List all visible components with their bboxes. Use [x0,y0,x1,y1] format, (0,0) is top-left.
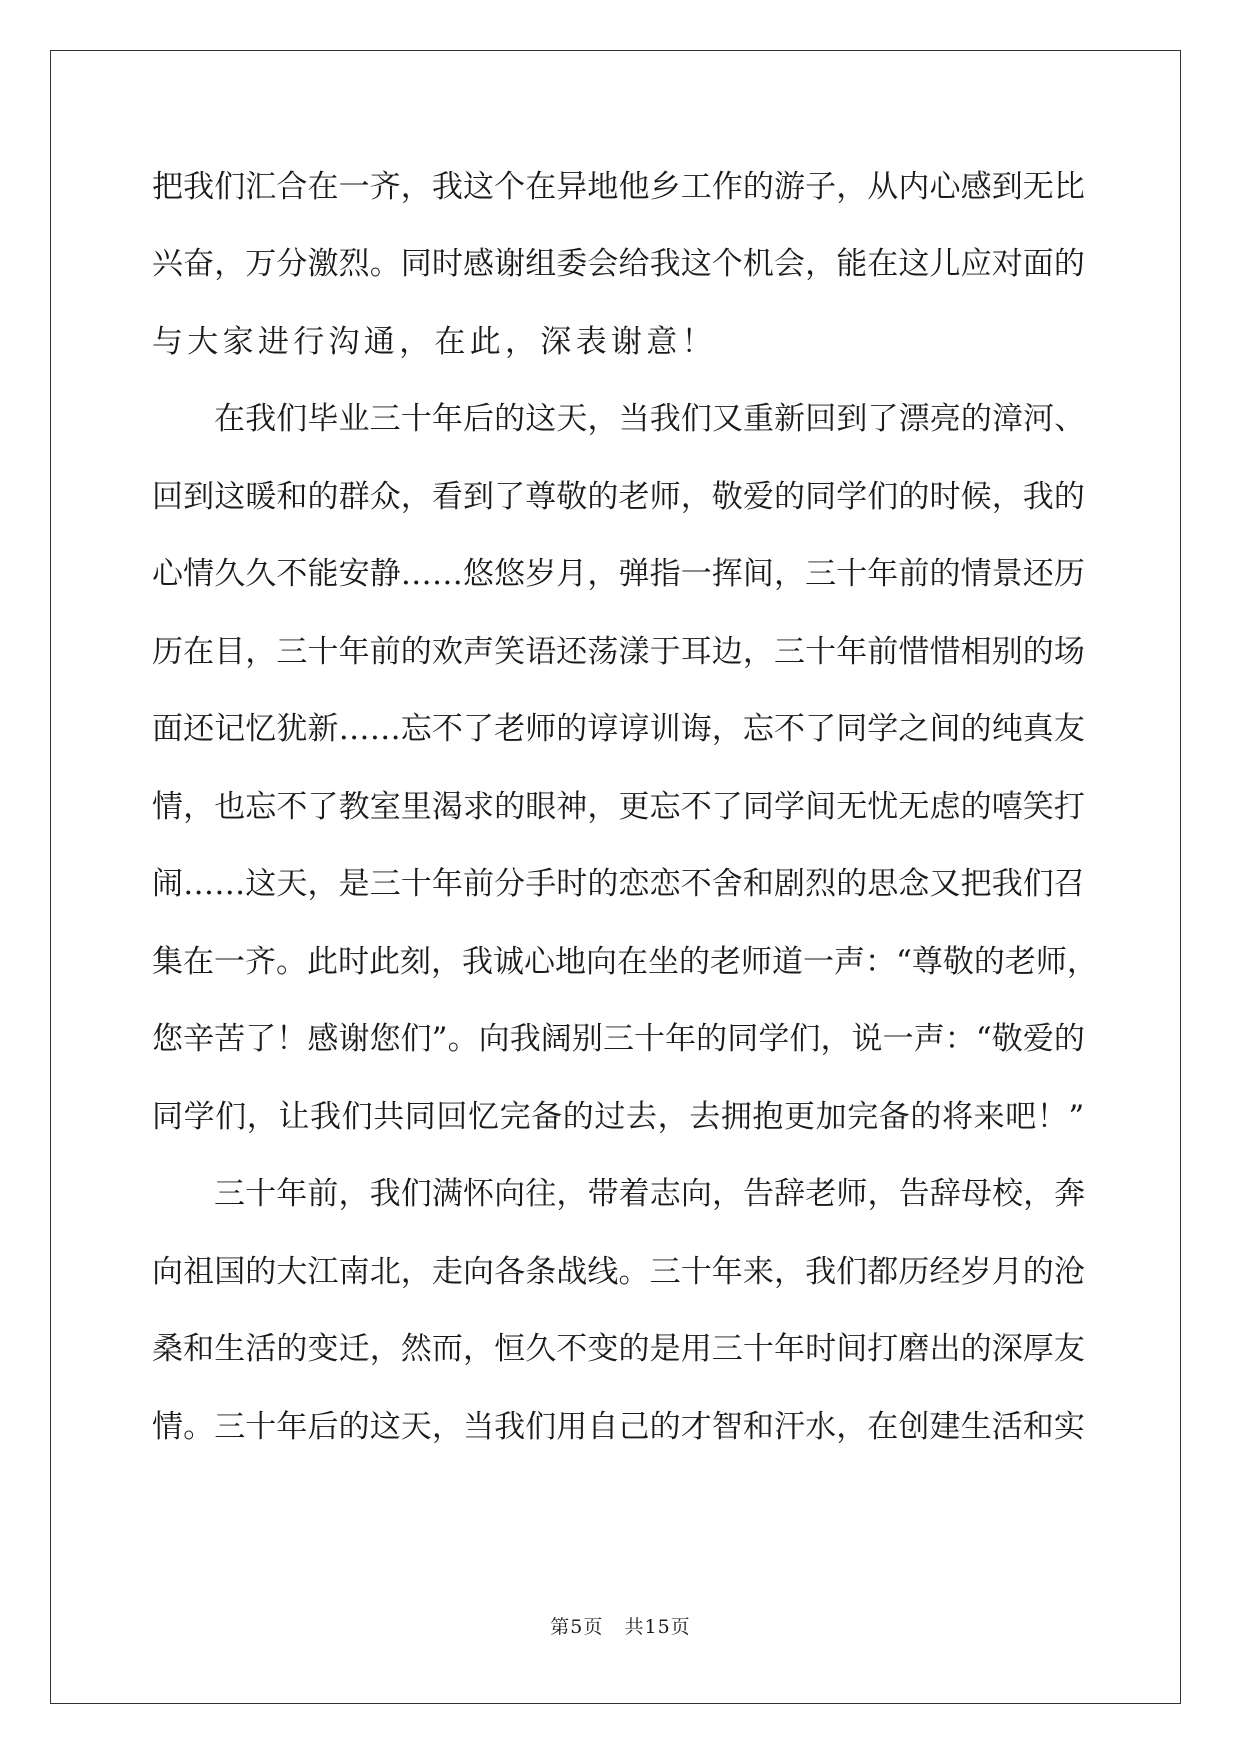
text-line: 同学们，让我们共同回忆完备的过去，去拥抱更加完备的将来吧！” [152,1099,1085,1135]
text-line: 把我们汇合在一齐，我这个在异地他乡工作的游子，从内心感到无比 [152,169,1085,205]
text-line: 桑和生活的变迁，然而，恒久不变的是用三十年时间打磨出的深厚友 [152,1331,1085,1367]
text-line: 情，也忘不了教室里渴求的眼神，更忘不了同学间无忧无虑的嘻笑打 [152,789,1085,825]
page-number-footer: 第5页 共15页 [550,1616,691,1638]
text-line: 集在一齐。此时此刻，我诚心地向在坐的老师道一声：“尊敬的老师， [152,944,1098,980]
text-line: 回到这暖和的群众，看到了尊敬的老师，敬爱的同学们的时候，我的 [152,479,1085,515]
text-line: 历在目，三十年前的欢声笑语还荡漾于耳边，三十年前惜惜相别的场 [152,634,1085,670]
text-line: 情。三十年后的这天，当我们用自己的才智和汗水，在创建生活和实 [152,1409,1085,1445]
text-line: 心情久久不能安静……悠悠岁月，弹指一挥间，三十年前的情景还历 [152,556,1085,592]
paragraph-first-line: 在我们毕业三十年后的这天，当我们又重新回到了漂亮的漳河、 [214,401,1086,437]
text-line: 与大家进行沟通，在此，深表谢意！ [152,324,717,360]
text-line: 兴奋，万分激烈。同时感谢组委会给我这个机会，能在这儿应对面的 [152,246,1085,282]
text-line: 向祖国的大江南北，走向各条战线。三十年来，我们都历经岁月的沧 [152,1254,1085,1290]
paragraph-first-line: 三十年前，我们满怀向往，带着志向，告辞老师，告辞母校，奔 [214,1176,1086,1212]
text-line: 面还记忆犹新……忘不了老师的谆谆训诲，忘不了同学之间的纯真友 [152,711,1085,747]
text-line: 您辛苦了！感谢您们”。向我阔别三十年的同学们，说一声：“敬爱的 [152,1021,1085,1057]
text-line: 闹……这天，是三十年前分手时的恋恋不舍和剧烈的思念又把我们召 [152,866,1085,902]
